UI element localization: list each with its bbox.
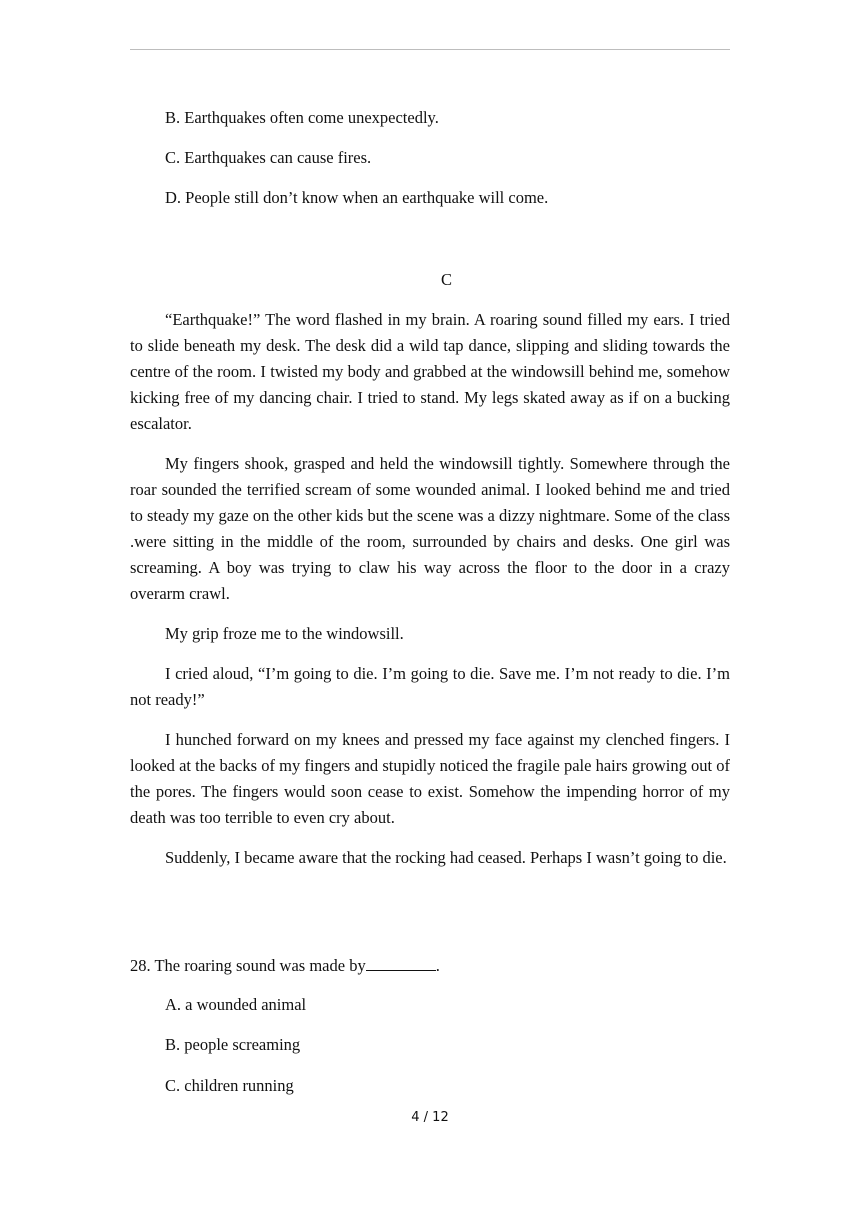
option-c: C. children running xyxy=(165,1076,294,1095)
passage-paragraph-6: Suddenly, I became aware that the rocking had ceased. Perhaps I wasn’t going to die. xyxy=(165,848,727,867)
page-number: 4 / 12 xyxy=(411,1110,449,1125)
passage-paragraph-5: I hunched forward on my knees and pressed my face against my clenched fingers. I looked at the backs of my fingers and stupidly noticed the fragile pale hairs growing out of the pores. The fingers would soon cease to exist. Somehow the impending horror of my death was too terrible to even cry about. xyxy=(130,730,730,827)
option-a: A. a wounded animal xyxy=(165,995,307,1014)
option-b: B. people screaming xyxy=(165,1035,301,1054)
passage-paragraph-3: My grip froze me to the windowsill. xyxy=(165,624,404,643)
question-stem: 28. The roaring sound was made by xyxy=(130,956,366,975)
question-28 xyxy=(130,952,440,979)
answer-blank xyxy=(366,952,436,971)
passage-paragraph-4: I cried aloud, “I’m going to die. I’m going to die. Save me. I’m not ready to die. I’m not ready!” xyxy=(130,664,730,709)
passage-paragraph-1: “Earthquake!” The word flashed in my brain. A roaring sound filled my ears. I tried to slide beneath my desk. The desk did a wild tap dance, slipping and sliding towards the centre of the room. I twisted my body and grabbed at the windowsill behind me, somehow kicking free of my dancing chair. I tried to stand. My legs skated away as if on a bucking escalator. xyxy=(130,310,730,433)
header-rule xyxy=(130,49,730,50)
section-heading: C xyxy=(440,270,452,289)
question-end: . xyxy=(435,956,440,975)
option-d-prev: D. People still don’t know when an earthquake will come. xyxy=(165,188,549,207)
option-b-prev: B. Earthquakes often come unexpectedly. xyxy=(165,108,439,127)
passage-paragraph-2: My fingers shook, grasped and held the windowsill tightly. Somewhere through the roar sounded the terrified scream of some wounded animal. I looked behind me and tried to steady my gaze on the other kids but the scene was a dizzy nightmare. Some of the class .were sitting in the middle of the room, surrounded by chairs and desks. One girl was screaming. A boy was trying to claw his way across the floor to the door in a crazy overarm crawl. xyxy=(130,454,730,603)
option-c-prev: C. Earthquakes can cause fires. xyxy=(165,148,372,167)
